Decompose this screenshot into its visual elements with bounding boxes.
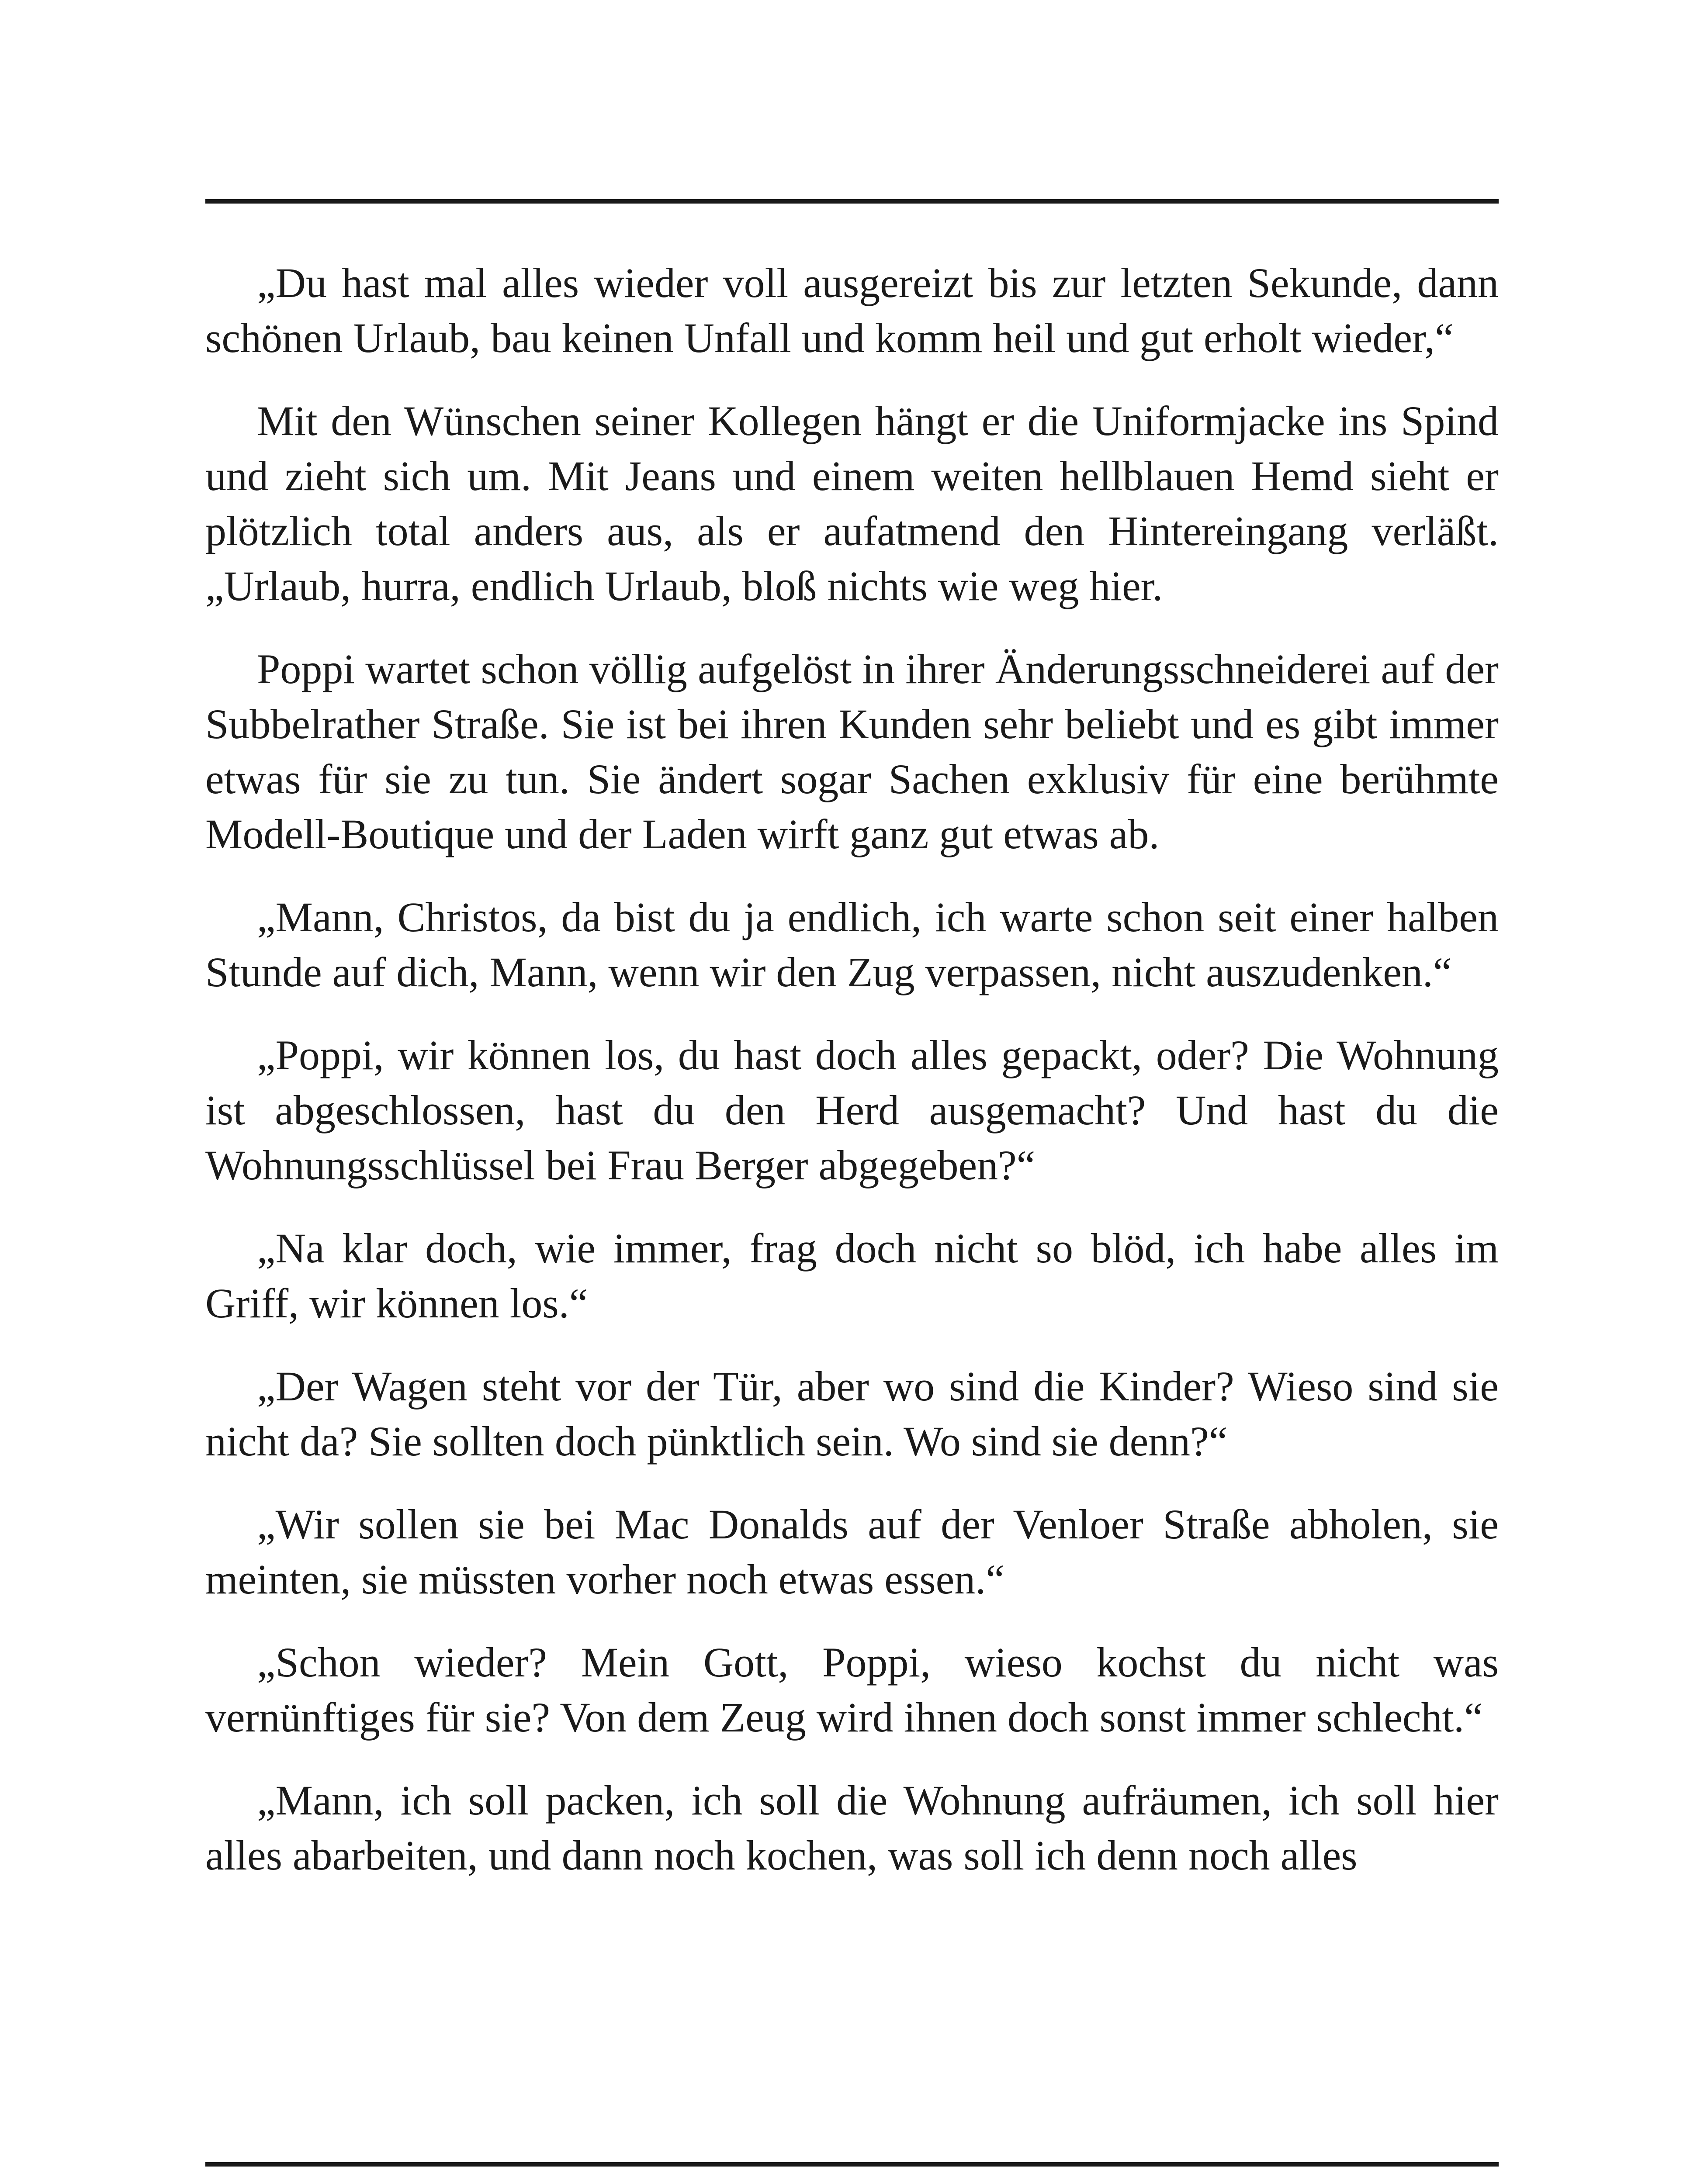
header-rule (205, 199, 1499, 204)
footer-rule (205, 2162, 1499, 2167)
paragraph: „Mann, Christos, da bist du ja endlich, ich warte schon seit einer halben Stunde auf dich, Mann, wenn wir den Zug verpassen, nicht auszudenken.“ (205, 894, 1499, 995)
paragraph: Poppi wartet schon völlig aufgelöst in ihrer Änderungsschneiderei auf der Subbelrather Straße. Sie ist bei ihren Kunden sehr beliebt und es gibt immer etwas für sie zu tun. Sie ändert sogar Sachen exklusiv für eine berühmte Modell-Boutique und der Laden wirft ganz gut etwas ab. (205, 646, 1499, 857)
paragraph: „Schon wieder? Mein Gott, Poppi, wieso kochst du nicht was vernünftiges für sie? Von dem Zeug wird ihnen doch sonst immer schlecht.“ (205, 1639, 1499, 1741)
paragraph: „Der Wagen steht vor der Tür, aber wo sind die Kinder? Wieso sind sie nicht da? Sie sollten doch pünktlich sein. Wo sind sie denn?“ (205, 1363, 1499, 1465)
paragraph: Mit den Wünschen seiner Kollegen hängt er die Uniformjacke ins Spind und zieht sich um. Mit Jeans und einem weiten hellblauen Hemd sieht er plötzlich total anders aus, als er aufatmend den Hintereingang verläßt. „Urlaub, hurra, endlich Urlaub, bloß nichts wie weg hier. (205, 397, 1499, 609)
paragraph: „Mann, ich soll packen, ich soll die Wohnung aufräumen, ich soll hier alles abarbeiten, und dann noch kochen, was soll ich denn noch alles (205, 1777, 1499, 1879)
body-text (205, 256, 1499, 1911)
paragraph: „Du hast mal alles wieder voll ausgereizt bis zur letzten Sekunde, dann schönen Urlaub, bau keinen Unfall und komm heil und gut erholt wieder,“ (205, 259, 1499, 361)
paragraph: „Wir sollen sie bei Mac Donalds auf der Venloer Straße abholen, sie meinten, sie müssten vorher noch etwas essen.“ (205, 1501, 1499, 1603)
paragraph: „Na klar doch, wie immer, frag doch nicht so blöd, ich habe alles im Griff, wir können los.“ (205, 1225, 1499, 1327)
paragraph: „Poppi, wir können los, du hast doch alles gepackt, oder? Die Wohnung ist abgeschlossen, hast du den Herd ausgemacht? Und hast du die Wohnungsschlüssel bei Frau Berger abgegeben?“ (205, 1032, 1499, 1189)
